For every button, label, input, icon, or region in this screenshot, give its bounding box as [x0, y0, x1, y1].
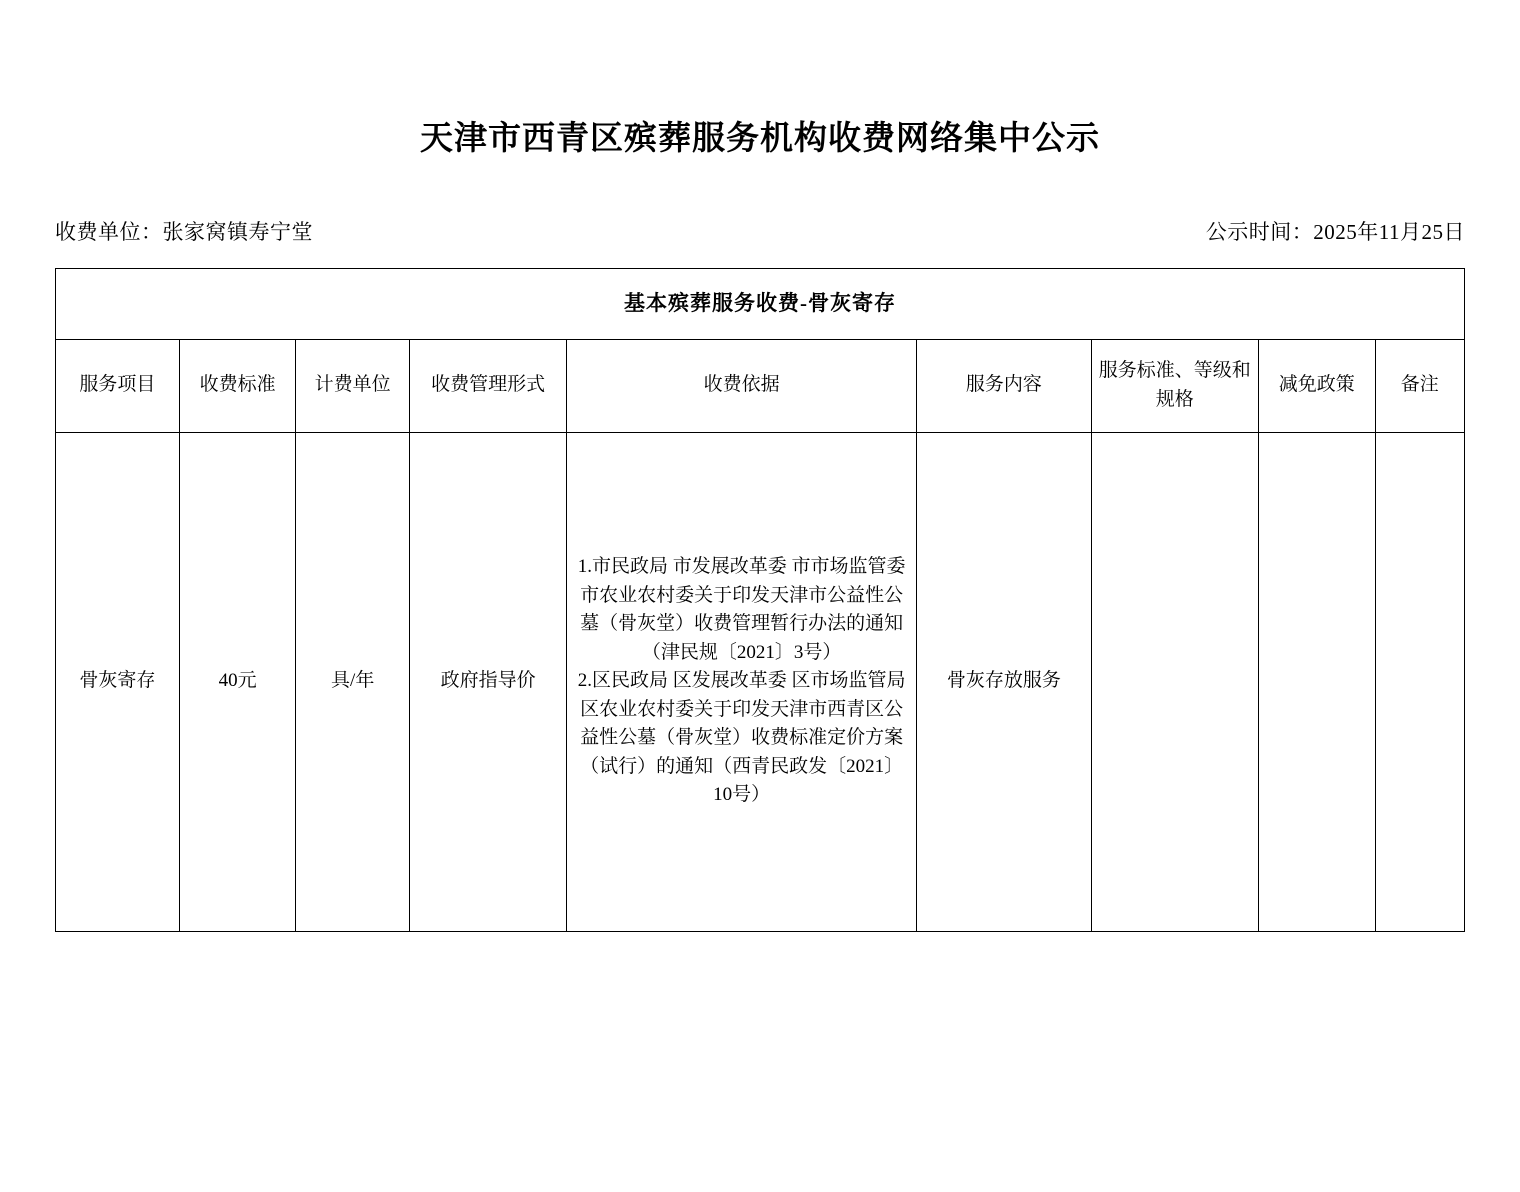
- column-header-remark: 备注: [1375, 339, 1464, 432]
- column-header-billing-unit: 计费单位: [296, 339, 410, 432]
- publish-time-label: 公示时间：2025年11月25日: [1205, 219, 1465, 244]
- cell-remark: [1375, 432, 1464, 931]
- column-header-service-spec: 服务标准、等级和规格: [1091, 339, 1258, 432]
- column-header-fee-basis: 收费依据: [567, 339, 917, 432]
- table-row: [56, 432, 1465, 931]
- cell-fee-basis: [567, 432, 917, 931]
- page-title: 天津市西青区殡葬服务机构收费网络集中公示: [420, 118, 1100, 157]
- table-section-header-row: [56, 268, 1465, 339]
- document-meta: [55, 216, 1465, 246]
- cell-service-content: 骨灰存放服务: [917, 432, 1091, 931]
- fee-table: [55, 268, 1465, 932]
- charging-unit-label: 收费单位：张家窝镇寿宁堂: [55, 219, 313, 244]
- section-title: 基本殡葬服务收费-骨灰寄存: [56, 268, 1465, 339]
- table-header-row: [56, 339, 1465, 432]
- cell-service-item: 骨灰寄存: [56, 432, 180, 931]
- column-header-reduction-policy: 减免政策: [1258, 339, 1375, 432]
- fee-basis-line-1: 1.市民政局 市发展改革委 市市场监管委 市农业农村委关于印发天津市公益性公墓（骨灰堂）收费管理暂行办法的通知（津民规〔2021〕3号）: [577, 556, 906, 663]
- cell-management-form: 政府指导价: [409, 432, 566, 931]
- document-page: [0, 118, 1520, 1192]
- column-header-fee-standard: 收费标准: [179, 339, 296, 432]
- cell-reduction-policy: [1258, 432, 1375, 931]
- cell-fee-standard: 40元: [179, 432, 296, 931]
- cell-service-spec: [1091, 432, 1258, 931]
- column-header-service-item: 服务项目: [56, 339, 180, 432]
- fee-basis-line-2: 2.区民政局 区发展改革委 区市场监管局 区农业农村委关于印发天津市西青区公益性公墓（骨灰堂）收费标准定价方案（试行）的通知（西青民政发〔2021〕10号）: [577, 670, 906, 806]
- cell-billing-unit: 具/年: [296, 432, 410, 931]
- column-header-service-content: 服务内容: [917, 339, 1091, 432]
- column-header-management-form: 收费管理形式: [409, 339, 566, 432]
